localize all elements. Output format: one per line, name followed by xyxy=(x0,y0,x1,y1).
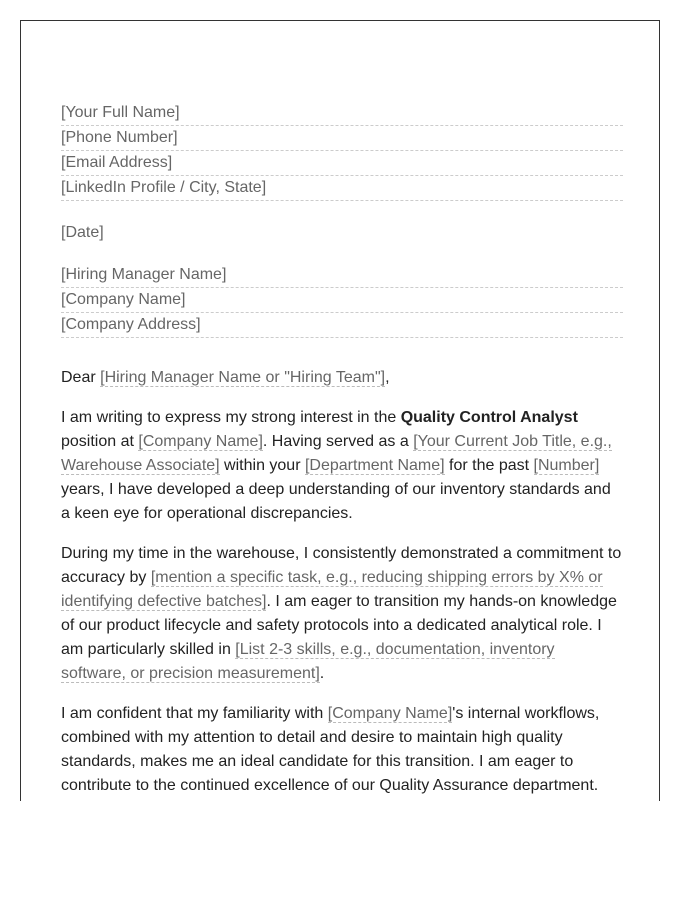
paragraph-text: years, I have developed a deep understanding of our inventory standards and a keen eye for operational discrepancies. xyxy=(61,481,611,522)
company-name-placeholder[interactable]: [Company Name] xyxy=(138,433,263,450)
paragraph-experience xyxy=(61,542,623,686)
date-field[interactable]: [Date] xyxy=(61,224,104,241)
paragraph-text: position at xyxy=(61,433,139,450)
sender-full-name-field[interactable]: [Your Full Name] xyxy=(61,101,623,126)
salutation-name-placeholder[interactable]: [Hiring Manager Name or "Hiring Team"] xyxy=(100,369,386,386)
years-number-placeholder[interactable]: [Number] xyxy=(533,457,600,474)
paragraph-closing xyxy=(61,702,623,798)
skills-list-placeholder[interactable]: [List 2-3 skills, e.g., documentation, inventory software, or precision measurement] xyxy=(61,641,555,682)
paragraph-text: for the past xyxy=(444,457,534,474)
paragraph-text: I am confident that my familiarity with xyxy=(61,705,328,722)
specific-task-placeholder[interactable]: [mention a specific task, e.g., reducing shipping errors by X% or identifying defective batches] xyxy=(61,569,603,610)
recipient-address-field[interactable]: [Company Address] xyxy=(61,313,623,338)
paragraph-text: 's internal workflows, combined with my attention to detail and desire to maintain high quality standards, makes me an ideal candidate for this transition. I am eager to contribute to the continued excellence of our Quality Assurance department. xyxy=(61,705,600,794)
salutation-prefix: Dear xyxy=(61,369,101,386)
paragraph-text: within your xyxy=(219,457,305,474)
paragraph-text: I am writing to express my strong interest in the xyxy=(61,409,401,426)
recipient-block xyxy=(61,263,623,338)
sender-email-field[interactable]: [Email Address] xyxy=(61,151,623,176)
sender-block xyxy=(61,101,623,201)
recipient-company-field[interactable]: [Company Name] xyxy=(61,288,623,313)
salutation-suffix: , xyxy=(385,369,390,386)
paragraph-text: . I am eager to transition my hands-on knowledge of our product lifecycle and safety protocols into a dedicated analytical role. I am particularly skilled in xyxy=(61,593,617,658)
date-block xyxy=(61,221,623,245)
current-job-title-placeholder[interactable]: [Your Current Job Title, e.g., Warehouse Associate] xyxy=(61,433,612,474)
sender-phone-field[interactable]: [Phone Number] xyxy=(61,126,623,151)
cover-letter xyxy=(61,101,623,798)
department-name-placeholder[interactable]: [Department Name] xyxy=(304,457,445,474)
company-name-placeholder[interactable]: [Company Name] xyxy=(327,705,453,722)
paragraph-text: During my time in the warehouse, I consistently demonstrated a commitment to accuracy by xyxy=(61,545,622,586)
paragraph-intro xyxy=(61,406,623,526)
letter-page xyxy=(20,20,660,801)
salutation xyxy=(61,366,623,390)
paragraph-text: . Having served as a xyxy=(262,433,414,450)
sender-linkedin-location-field[interactable]: [LinkedIn Profile / City, State] xyxy=(61,176,623,201)
paragraph-text: . xyxy=(319,665,325,682)
recipient-manager-field[interactable]: [Hiring Manager Name] xyxy=(61,263,623,288)
job-title-emphasis: Quality Control Analyst xyxy=(400,409,578,426)
